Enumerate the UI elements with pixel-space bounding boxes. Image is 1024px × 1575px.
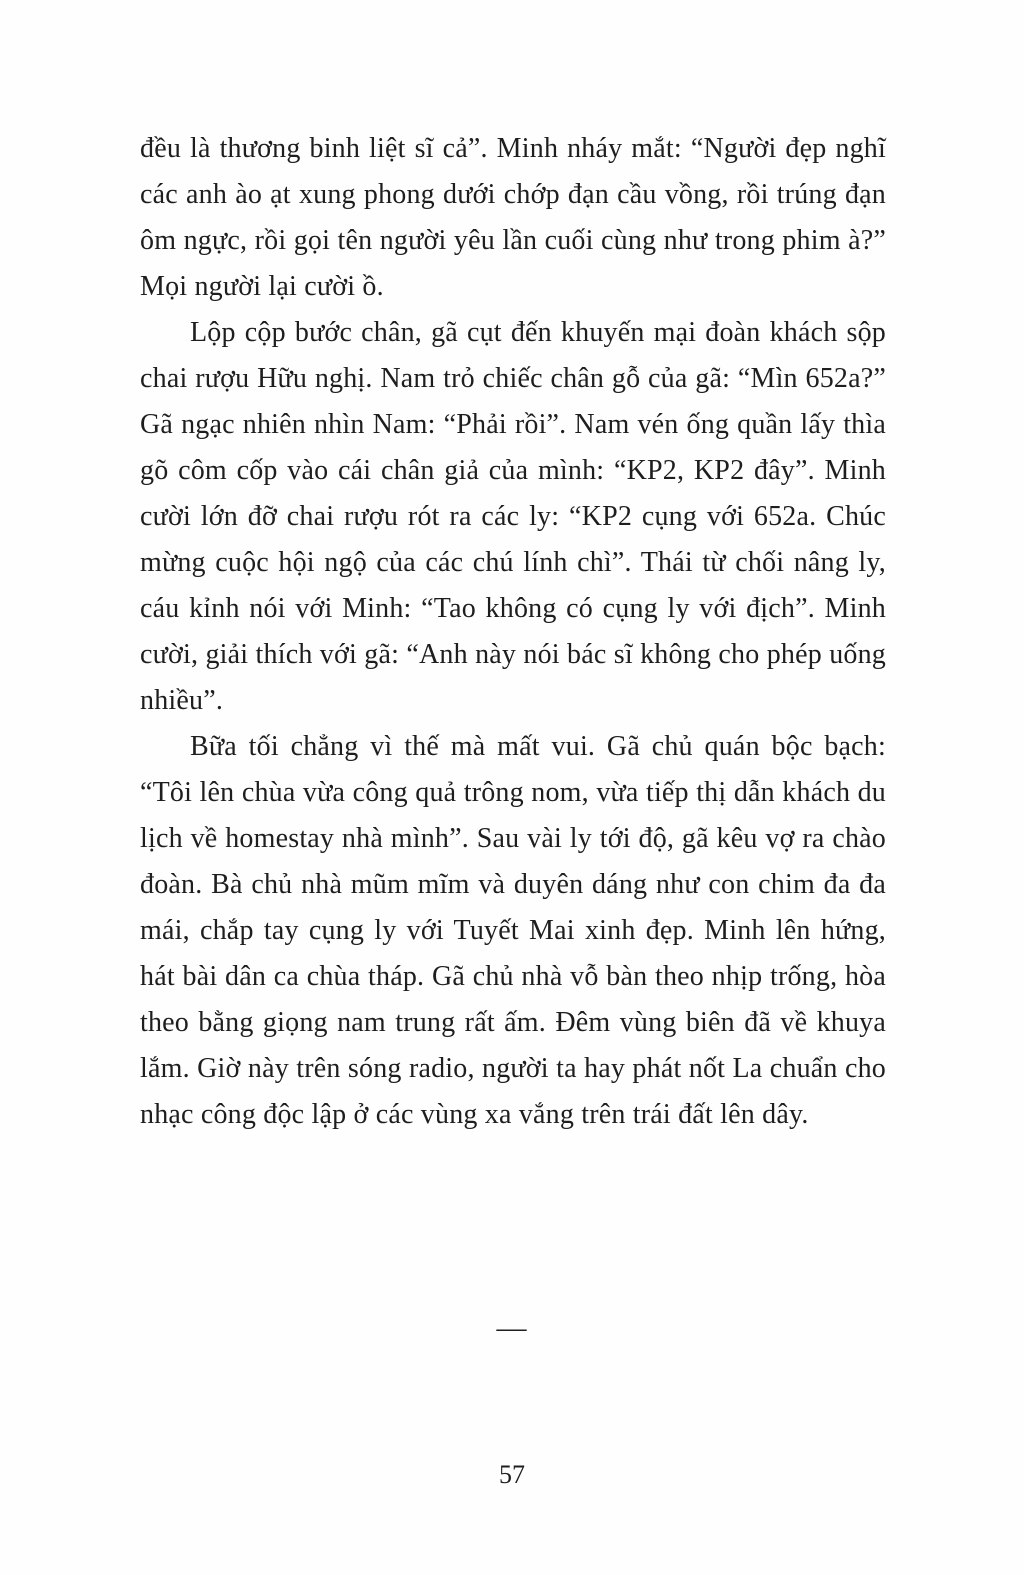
paragraph: Lộp cộp bước chân, gã cụt đến khuyến mại đoàn khách sộp chai rượu Hữu nghị. Nam trỏ chiếc chân gỗ của gã: “Mìn 652a?” Gã ngạc nhiên nhìn Nam: “Phải rồi”. Nam vén ống quần lấy thìa gõ côm cốp vào cái chân giả của mình: “KP2, KP2 đây”. Minh cười lớn đỡ chai rượu rót ra các ly: “KP2 cụng với 652a. Chúc mừng cuộc hội ngộ của các chú lính chì”. Thái từ chối nâng ly, cáu kỉnh nói với Minh: “Tao không có cụng ly với địch”. Minh cười, giải thích với gã: “Anh này nói bác sĩ không cho phép uống nhiều”. [140, 317, 886, 716]
section-separator: — [496, 1311, 528, 1344]
paragraph: đều là thương binh liệt sĩ cả”. Minh nháy mắt: “Người đẹp nghĩ các anh ào ạt xung phong dưới chớp đạn cầu vồng, rồi trúng đạn ôm ngực, rồi gọi tên người yêu lần cuối cùng như trong phim à?” Mọi người lại cười ồ. [140, 133, 886, 302]
paragraph: Bữa tối chẳng vì thế mà mất vui. Gã chủ quán bộc bạch: “Tôi lên chùa vừa công quả trông nom, vừa tiếp thị dẫn khách du lịch về homestay nhà mình”. Sau vài ly tới độ, gã kêu vợ ra chào đoàn. Bà chủ nhà mũm mĩm và duyên dáng như con chim đa đa mái, chắp tay cụng ly với Tuyết Mai xinh đẹp. Minh lên hứng, hát bài dân ca chùa tháp. Gã chủ nhà vỗ bàn theo nhịp trống, hòa theo bằng giọng nam trung rất ấm. Đêm vùng biên đã về khuya lắm. Giờ này trên sóng radio, người ta hay phát nốt La chuẩn cho nhạc công độc lập ở các vùng xa vắng trên trái đất lên dây. [140, 731, 886, 1130]
body-text [140, 126, 886, 1138]
page-number: 57 [499, 1460, 525, 1489]
